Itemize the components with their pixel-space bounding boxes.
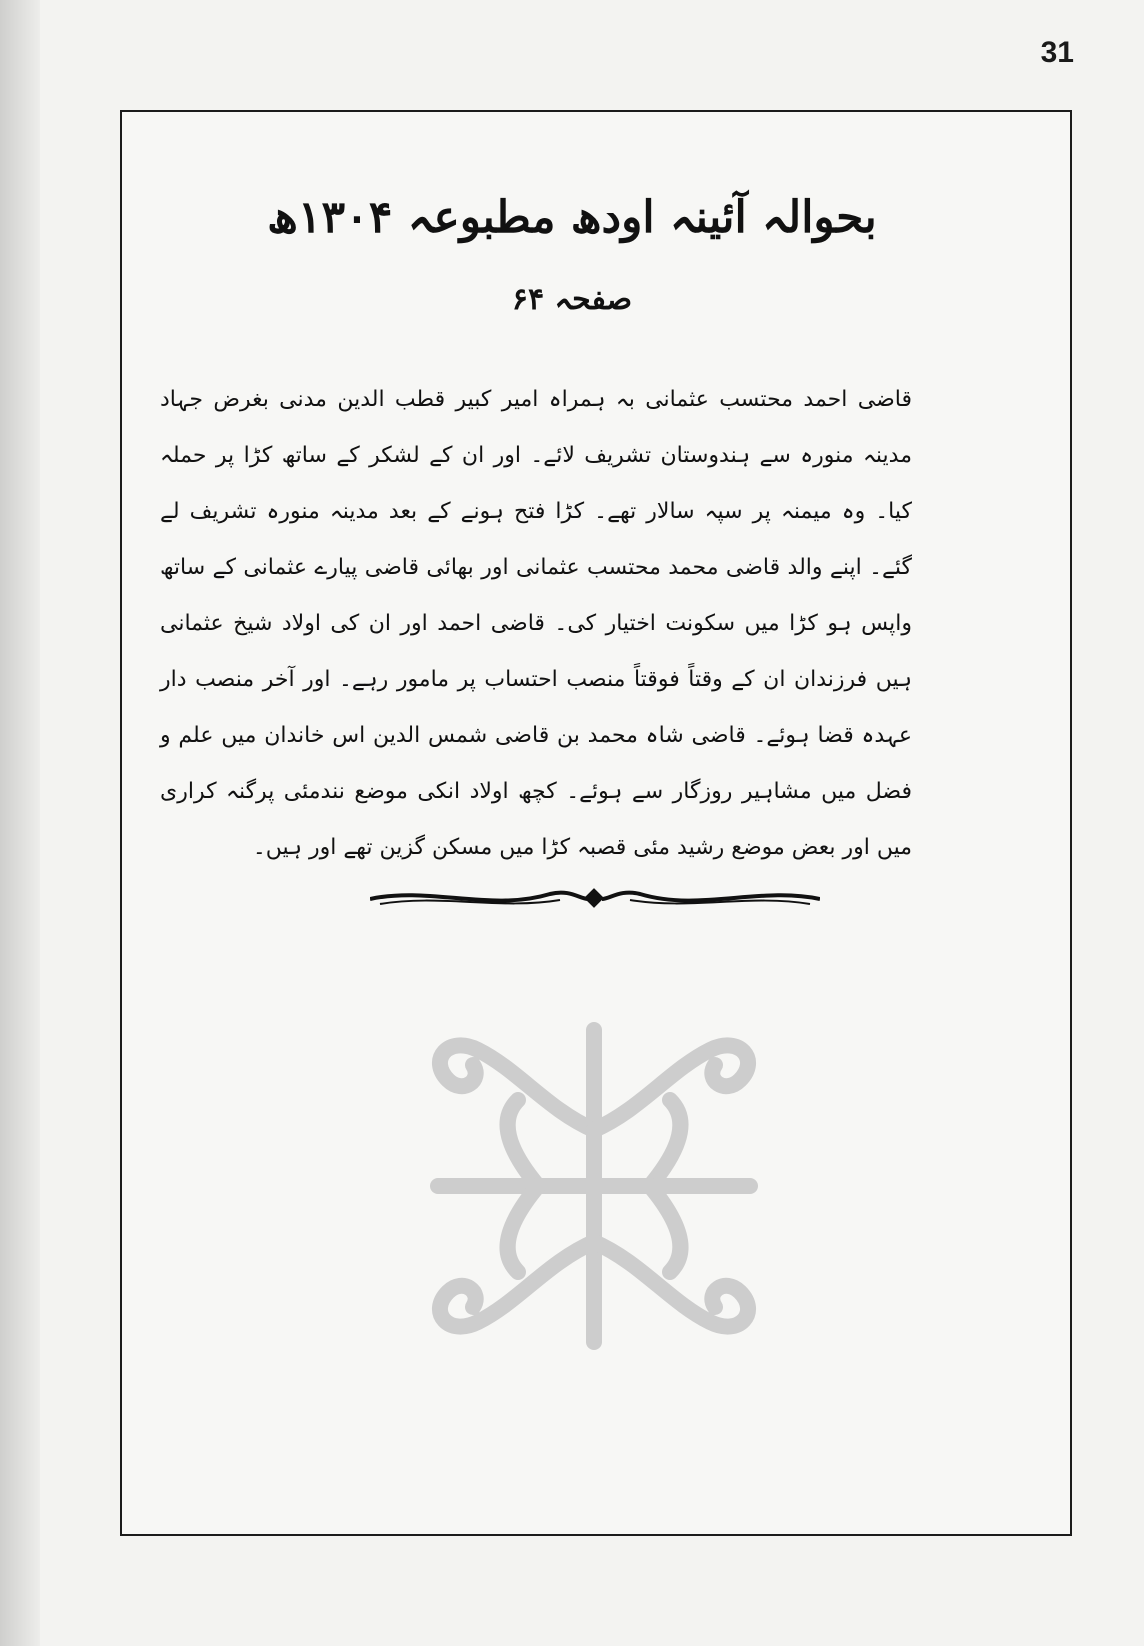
page-number: 31 [1040,36,1074,69]
ornament-leaf-right-low [650,1186,680,1272]
divider-left-flourish [370,893,588,901]
ornament-leaf-left [508,1100,538,1186]
ornament-curl-top-right [594,1045,748,1130]
ornamental-divider [370,884,820,914]
divider-right-flourish [602,893,820,901]
body-paragraph [160,372,912,876]
floral-ornament-watermark [398,990,790,1382]
page-subtitle: صفحہ ۶۴ [511,282,633,317]
ornament-leaf-right [650,1100,680,1186]
book-spine-shadow [0,0,40,1646]
divider-center-diamond [584,888,604,908]
paragraph-text: قاضی احمد محتسب عثمانی بہ ہمراہ امیر کبیر قطب الدین مدنی بغرض جہاد مدینہ منورہ سے ہندوستان تشریف لائے۔ اور ان کے لشکر کے ساتھ کڑا پر حملہ کیا۔ وہ میمنہ پر سپہ سالار تھے۔ کڑا فتح ہونے کے بعد مدینہ منورہ تشریف لے گئے۔ اپنے والد قاضی محمد محتسب عثمانی اور بھائی قاضی پیارے عثمانی کے ساتھ واپس ہو کڑا میں سکونت اختیار کی۔ قاضی احمد اور ان کی اولاد شیخ عثمانی ہیں فرزندان ان کے وقتاً فوقتاً منصب احتساب پر مامور رہے۔ اور آخر منصب دار عہدہ قضا ہوئے۔ قاضی شاہ محمد بن قاضی شمس الدین اس خاندان میں علم و فضل میں مشاہیر روزگار سے ہوئے۔ کچھ اولاد انکی موضع نندمئی پرگنہ کراری میں اور بعض موضع رشید مئی قصبہ کڑا میں مسکن گزین تھے اور ہیں۔ [160,387,912,860]
page-title: بحوالہ آئینہ اودھ مطبوعہ ۱۳۰۴ھ [267,192,877,243]
ornament-curl-bottom-right [594,1242,748,1327]
ornament-curl-top-left [440,1045,594,1130]
ornament-leaf-left-low [508,1186,538,1272]
ornament-curl-bottom-left [440,1242,594,1327]
